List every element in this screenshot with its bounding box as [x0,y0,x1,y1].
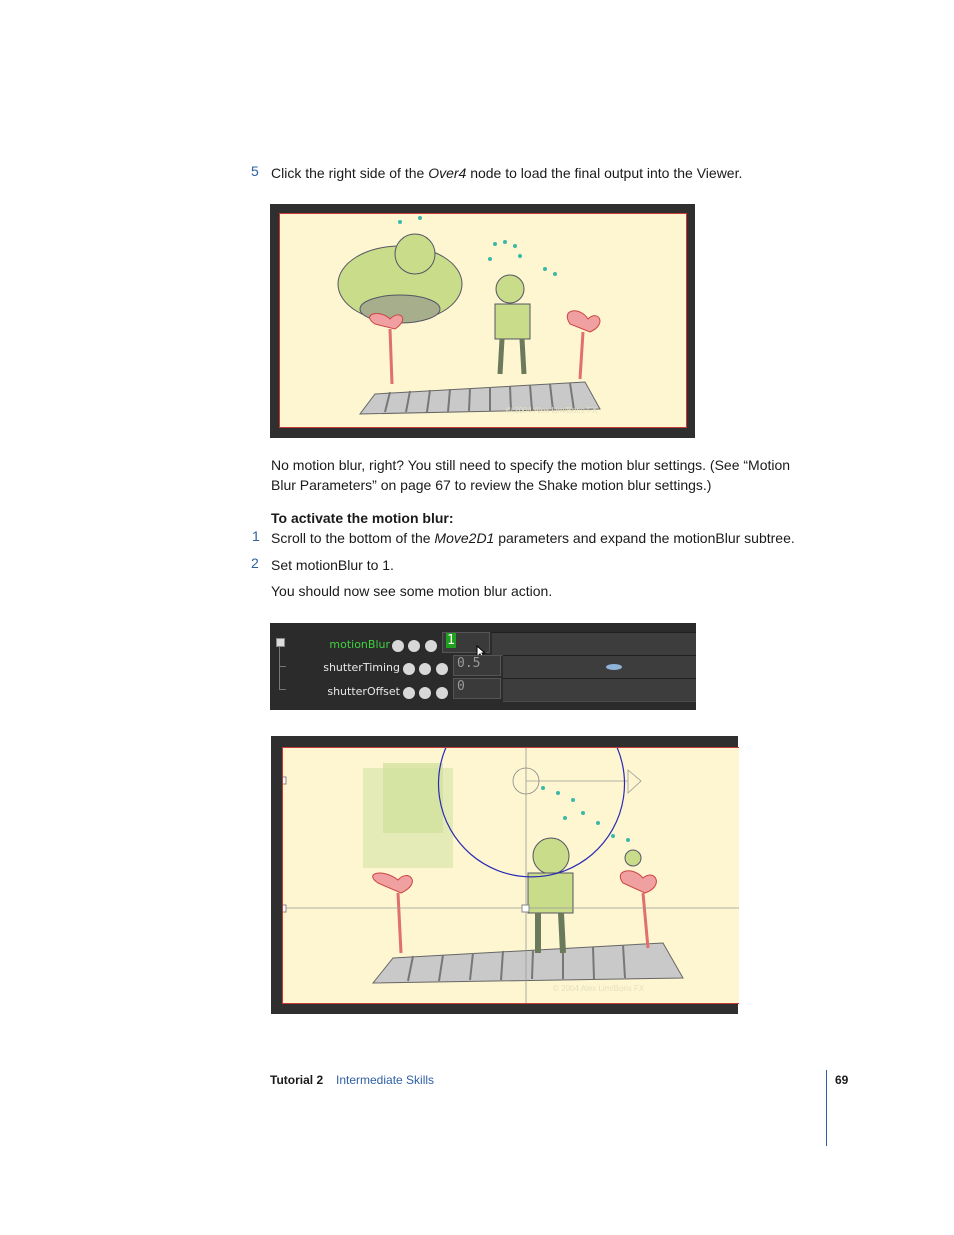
watermark: © 2004 Alex Lim/Boris FX [553,984,645,993]
link-icon[interactable] [408,640,420,652]
step-number: 5 [251,163,259,179]
motionblur-slider[interactable] [492,632,696,656]
tree-line [279,647,280,689]
lock-icon[interactable] [436,687,448,699]
param-label-motionblur: motionBlur [329,638,390,651]
step-text-before: Scroll to the bottom of the [271,530,435,546]
param-label-shutteroffset: shutterOffset [327,685,400,698]
step-text-before: Click the right side of the [271,165,429,181]
footer-divider [826,1070,827,1146]
viewer-canvas [282,747,739,1004]
lock-icon[interactable] [425,640,437,652]
shutteroffset-slider[interactable] [503,678,696,702]
tree-line [279,689,286,690]
task-heading: To activate the motion blur: [271,510,454,526]
clock-icon[interactable] [403,687,415,699]
param-buttons [392,639,437,657]
result-paragraph: You should now see some motion blur action. [271,583,553,599]
param-buttons [403,662,448,680]
step-text-after: parameters and expand the motionBlur subtree. [494,530,795,546]
paragraph-line-2: Blur Parameters” on page 67 to review the Shake motion blur settings.) [271,477,712,493]
motionblur-value: 1 [447,633,455,648]
clock-icon[interactable] [392,640,404,652]
clock-icon[interactable] [403,663,415,675]
param-label-shuttertiming: shutterTiming [323,661,400,674]
watermark: © 2004 Alex Lim/Boris FX [506,406,598,415]
footer-chapter: Tutorial 2 [270,1073,324,1087]
viewer-canvas [279,213,687,428]
shutteroffset-field[interactable]: 0 [453,678,501,699]
viewer-figure-1 [270,204,695,438]
slider-thumb[interactable] [606,664,622,670]
lock-icon[interactable] [436,663,448,675]
page-number: 69 [835,1073,849,1087]
link-icon[interactable] [419,663,431,675]
link-icon[interactable] [419,687,431,699]
viewer-image-motion-blur-icon [283,748,739,1003]
step-text [271,163,742,183]
footer-section: Intermediate Skills [336,1073,435,1087]
step-number: 1 [252,528,260,544]
node-name: Move2D1 [434,530,495,546]
viewer-image-no-blur-icon [280,214,686,427]
shuttertiming-slider[interactable] [503,655,696,679]
paragraph-line-1: No motion blur, right? You still need to specify the motion blur settings. (See “Motion [271,457,791,473]
step-number: 2 [251,555,259,571]
param-buttons [403,686,448,704]
step-text: Set motionBlur to 1. [271,557,394,573]
tree-line [279,666,286,667]
node-name: Over4 [428,165,467,181]
shuttertiming-field[interactable]: 0.5 [453,655,501,676]
step-text-after: node to load the final output into the Viewer. [466,165,743,181]
parameters-panel [270,623,696,710]
step-text [271,528,795,548]
viewer-figure-2 [271,736,738,1014]
